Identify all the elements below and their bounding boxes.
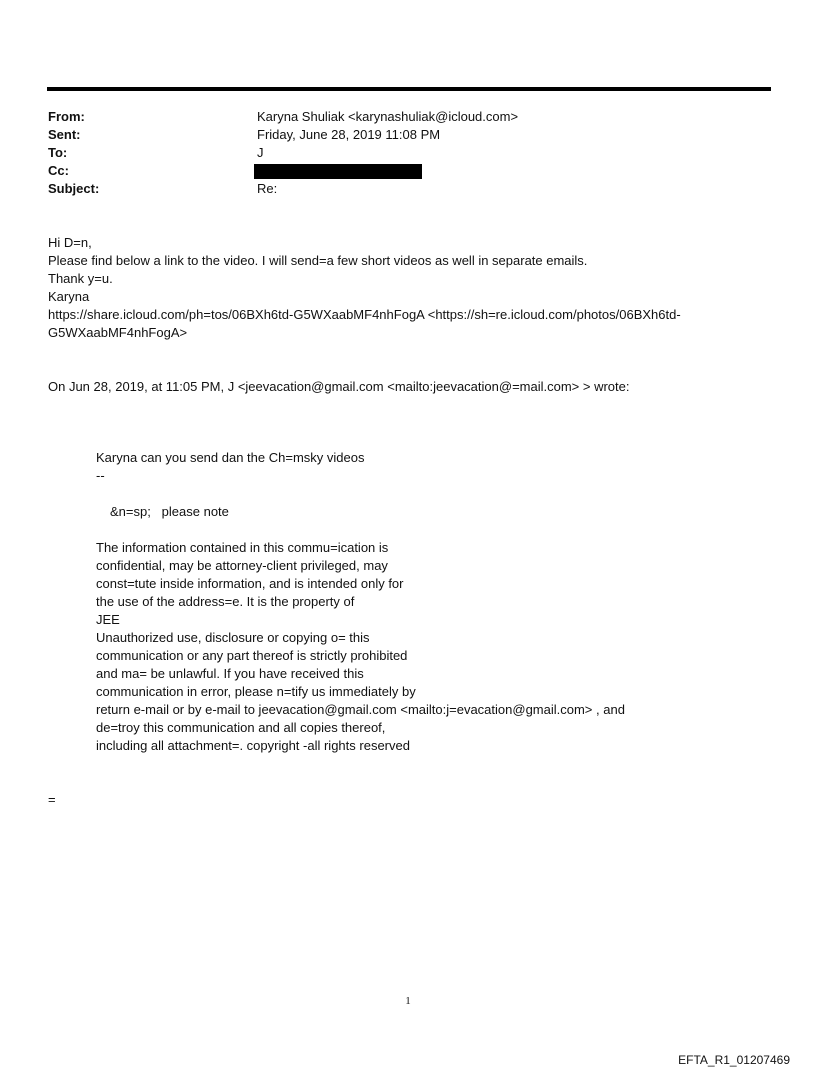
page-number: 1 bbox=[405, 995, 411, 1007]
disclaimer-line: and ma= be unlawful. If you have received this bbox=[96, 666, 364, 681]
cc-label: Cc: bbox=[48, 163, 69, 178]
disclaimer-line: communication in error, please n=tify us immediately by bbox=[96, 684, 416, 699]
from-label: From: bbox=[48, 109, 85, 124]
email-header bbox=[48, 108, 748, 198]
disclaimer-line: return e-mail or by e-mail to jeevacation@gmail.com <mailto:j=evacation@gmail.com> , and bbox=[96, 702, 625, 717]
quoted-message bbox=[96, 449, 736, 485]
reply-header bbox=[48, 378, 768, 396]
disclaimer-line: de=troy this communication and all copies thereof, bbox=[96, 720, 386, 735]
header-rule bbox=[47, 87, 771, 91]
subject-label: Subject: bbox=[48, 181, 100, 196]
message-body bbox=[48, 234, 768, 342]
to-label: To: bbox=[48, 145, 68, 160]
disclaimer-line: the use of the address=e. It is the property of bbox=[96, 594, 355, 609]
trailing-equals: = bbox=[48, 792, 56, 807]
cc-row bbox=[48, 162, 748, 180]
from-row bbox=[48, 108, 748, 126]
message-link-line: G5WXaabMF4nhFogA> bbox=[48, 325, 188, 340]
disclaimer-line: The information contained in this commu=ication is bbox=[96, 540, 389, 555]
disclaimer-line: including all attachment=. copyright -all rights reserved bbox=[96, 738, 410, 753]
disclaimer-line: Unauthorized use, disclosure or copying o= this bbox=[96, 630, 370, 645]
cc-redaction bbox=[254, 164, 422, 179]
subject-value: Re: bbox=[257, 181, 278, 196]
to-value: J bbox=[257, 145, 264, 160]
sent-value: Friday, June 28, 2019 11:08 PM bbox=[257, 127, 441, 142]
message-line: Please find below a link to the video. I will send=a few short videos as well in separate emails. bbox=[48, 253, 588, 268]
message-line: Hi D=n, bbox=[48, 235, 92, 250]
subject-row bbox=[48, 180, 748, 198]
reply-header-text: On Jun 28, 2019, at 11:05 PM, J <jeevacation@gmail.com <mailto:jeevacation@=mail.com> > wrote: bbox=[48, 379, 630, 394]
document-id: EFTA_R1_01207469 bbox=[678, 1053, 790, 1067]
sent-row bbox=[48, 126, 748, 144]
note-line: &n=sp; please note bbox=[110, 504, 229, 519]
sent-label: Sent: bbox=[48, 127, 81, 142]
quoted-note bbox=[110, 503, 750, 521]
from-value: Karyna Shuliak <karynashuliak@icloud.com> bbox=[257, 109, 519, 124]
disclaimer bbox=[96, 539, 736, 755]
disclaimer-line: communication or any part thereof is strictly prohibited bbox=[96, 648, 408, 663]
message-line: Karyna bbox=[48, 289, 90, 304]
message-link-line: https://share.icloud.com/ph=tos/06BXh6td-G5WXaabMF4nhFogA <https://sh=re.icloud.com/photos/06BXh6td- bbox=[48, 307, 681, 322]
quoted-line: -- bbox=[96, 468, 105, 483]
quoted-line: Karyna can you send dan the Ch=msky videos bbox=[96, 450, 365, 465]
to-row bbox=[48, 144, 748, 162]
disclaimer-line: confidential, may be attorney-client privileged, may bbox=[96, 558, 388, 573]
disclaimer-line: const=tute inside information, and is intended only for bbox=[96, 576, 404, 591]
disclaimer-line: JEE bbox=[96, 612, 120, 627]
message-line: Thank y=u. bbox=[48, 271, 113, 286]
